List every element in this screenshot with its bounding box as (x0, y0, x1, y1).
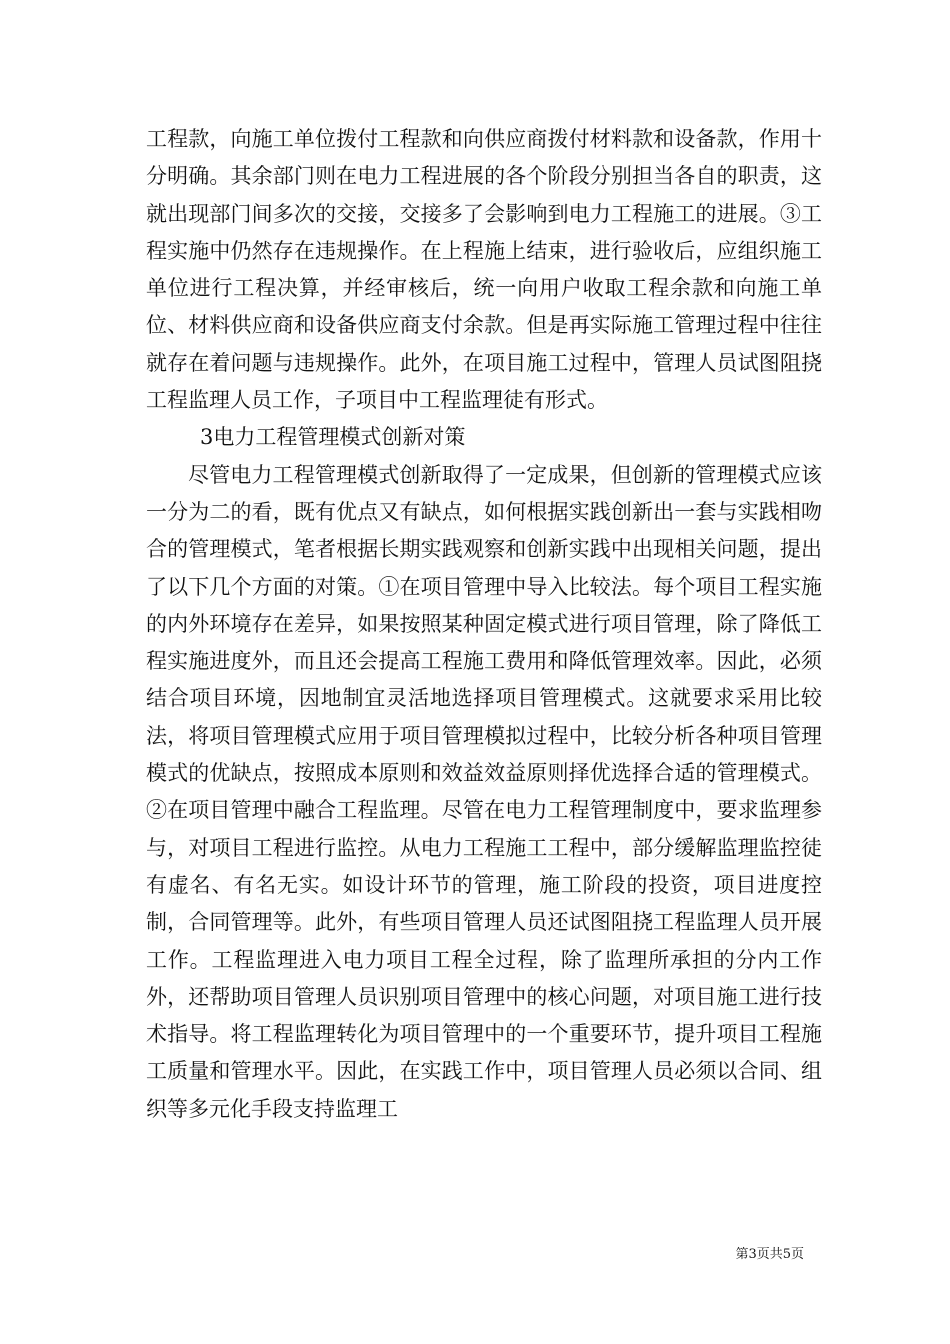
body-paragraph: 尽管电力工程管理模式创新取得了一定成果，但创新的管理模式应该一分为二的看，既有优点又有缺点，如何根据实践创新出一套与实践相吻合的管理模式，笔者根据长期实践观察和创新实践中出现相关问题，提出了以下几个方面的对策。①在项目管理中导入比较法。每个项目工程实施的内外环境存在差异，如果按照某种固定模式进行项目管理，除了降低工程实施进度外，而且还会提高工程施工费用和降低管理效率。因此，必须结合项目环境，因地制宜灵活地选择项目管理模式。这就要求采用比较法，将项目管理模式应用于项目管理模拟过程中，比较分析各种项目管理模式的优缺点，按照成本原则和效益效益原则择优选择合适的管理模式。②在项目管理中融合工程监理。尽管在电力工程管理制度中，要求监理参与，对项目工程进行监控。从电力工程施工工程中，部分缓解监理监控徒有虚名、有名无实。如设计环节的管理，施工阶段的投资，项目进度控制，合同管理等。此外，有些项目管理人员还试图阻挠工程监理人员开展工作。工程监理进入电力项目工程全过程，除了监理所承担的分内工作外，还帮助项目管理人员识别项目管理中的核心问题，对项目施工进行技术指导。将工程监理转化为项目管理中的一个重要环节，提升项目工程施工质量和管理水平。因此，在实践工作中，项目管理人员必须以合同、组织等多元化手段支持监理工 (146, 462, 822, 1121)
document-body (146, 121, 822, 1128)
body-paragraph-continued: 工程款，向施工单位拨付工程款和向供应商拨付材料款和设备款，作用十分明确。其余部门则在电力工程进展的各个阶段分别担当各自的职责，这就出现部门间多次的交接，交接多了会影响到电力工程施工的进展。③工程实施中仍然存在违规操作。在上程施上结束，进行验收后，应组织施工单位进行工程决算，并经审核后，统一向用户收取工程余款和向施工单位、材料供应商和设备供应商支付余款。但是再实际施工管理过程中往往就存在着问题与违规操作。此外，在项目施工过程中，管理人员试图阻挠工程监理人员工作，子项目中工程监理徒有形式。 (146, 127, 822, 413)
section-heading: 3电力工程管理模式创新对策 (200, 425, 466, 450)
page-number-footer: 第3页共5页 (735, 1247, 804, 1262)
